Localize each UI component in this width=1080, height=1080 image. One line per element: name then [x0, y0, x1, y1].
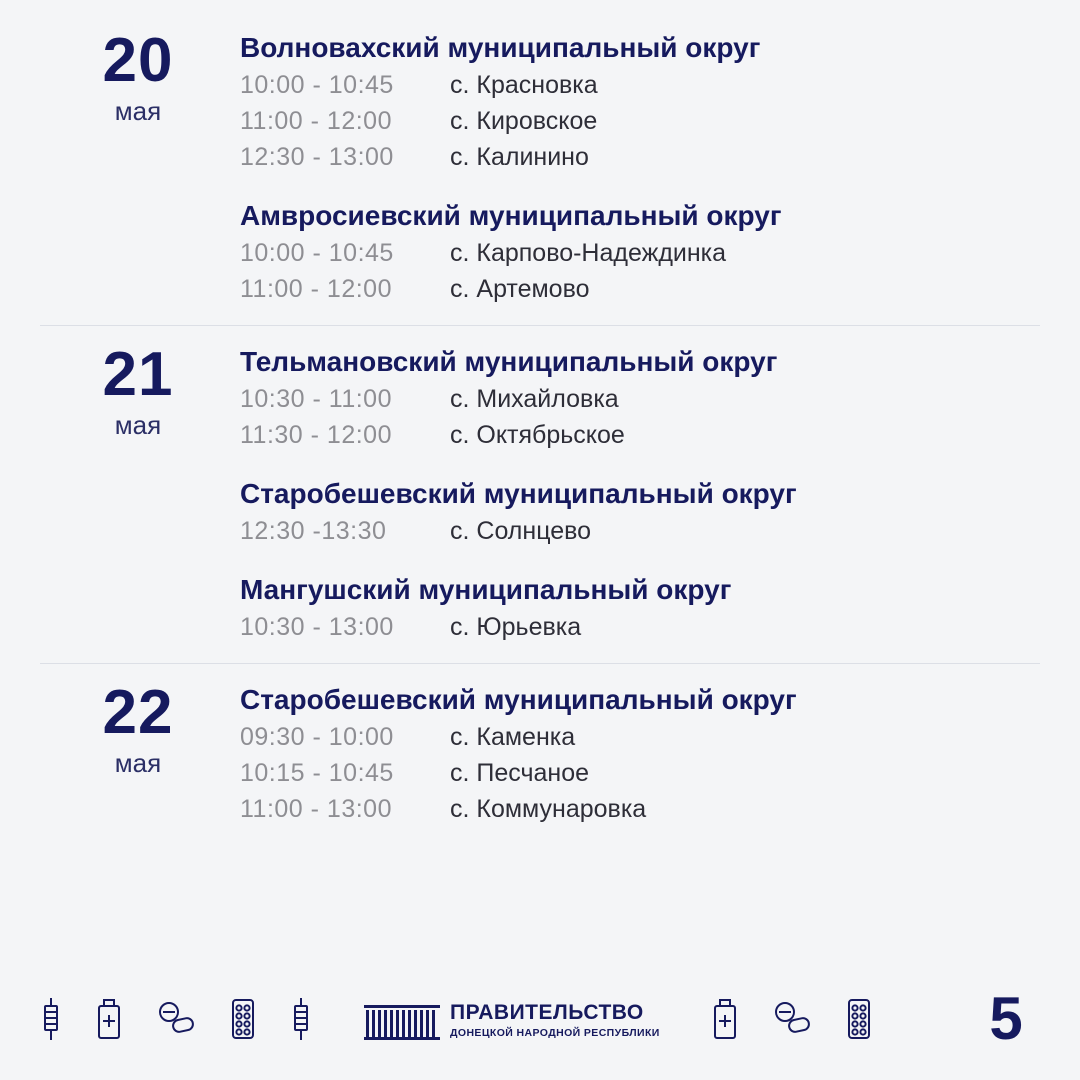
day-block: [40, 663, 1040, 845]
event-time: 11:00 - 12:00: [240, 275, 392, 303]
event-place: с. Октябрьское: [450, 421, 625, 449]
day-block: [40, 24, 1040, 325]
date-column: [40, 340, 236, 443]
syringe-icon: [40, 997, 62, 1046]
date-month: мая: [114, 409, 162, 440]
events-column: [236, 30, 1040, 311]
event-place: с. Калинино: [450, 143, 589, 171]
event-time: 11:00 - 12:00: [240, 107, 392, 135]
district-title: Тельмановский муниципальный округ: [240, 346, 778, 377]
pills-icon: [772, 999, 812, 1044]
date-column: [40, 26, 236, 129]
event-time: 10:30 - 13:00: [240, 613, 394, 641]
pill-blister-icon: [230, 997, 256, 1046]
pills-icon: [156, 999, 196, 1044]
event-row: [240, 239, 1040, 268]
event-row: [240, 275, 1040, 304]
event-place: с. Юрьевка: [450, 613, 582, 641]
event-row: [240, 107, 1040, 136]
event-row: [240, 71, 1040, 100]
event-row: [240, 613, 1040, 642]
events-column: [236, 682, 1040, 831]
district-title: Амвросиевский муниципальный округ: [240, 200, 782, 231]
event-time: 09:30 - 10:00: [240, 723, 394, 751]
event-row: [240, 421, 1040, 450]
page-footer: [0, 962, 1080, 1080]
event-time: 11:00 - 13:00: [240, 795, 392, 823]
building-icon: [364, 1001, 440, 1041]
date-month: мая: [114, 747, 162, 778]
event-place: с. Артемово: [450, 275, 590, 303]
page-number: 5: [989, 985, 1023, 1052]
event-time: 10:00 - 10:45: [240, 239, 394, 267]
event-place: с. Карпово-Надеждинка: [450, 239, 727, 267]
footer-icon-strip: [40, 997, 1040, 1046]
event-time: 10:30 - 11:00: [240, 385, 392, 413]
district-title: Волновахский муниципальный округ: [240, 32, 761, 63]
event-place: с. Кировское: [450, 107, 598, 135]
day-block: [40, 325, 1040, 663]
medicine-bottle-icon: [712, 997, 738, 1046]
event-time: 10:00 - 10:45: [240, 71, 394, 99]
event-row: [240, 517, 1040, 546]
syringe-icon: [290, 997, 312, 1046]
pill-blister-icon: [846, 997, 872, 1046]
medicine-bottle-icon: [96, 997, 122, 1046]
event-place: с. Каменка: [450, 723, 576, 751]
event-row: [240, 143, 1040, 172]
date-month: мая: [114, 95, 162, 126]
logo-subtitle: ДОНЕЦКОЙ НАРОДНОЙ РЕСПУБЛИКИ: [450, 1026, 660, 1039]
event-place: с. Песчаное: [450, 759, 590, 787]
page-number-badge: [932, 958, 1080, 1080]
event-row: [240, 723, 1040, 752]
date-number: 20: [102, 26, 174, 95]
event-row: [240, 795, 1040, 824]
date-number: 22: [102, 678, 174, 747]
event-place: с. Солнцево: [450, 517, 592, 545]
event-time: 11:30 - 12:00: [240, 421, 392, 449]
event-time: 10:15 - 10:45: [240, 759, 394, 787]
district-title: Старобешевский муниципальный округ: [240, 684, 797, 715]
event-time: 12:30 -13:30: [240, 517, 387, 545]
event-time: 12:30 - 13:00: [240, 143, 394, 171]
events-column: [236, 344, 1040, 649]
government-logo: [364, 1001, 660, 1041]
date-column: [40, 678, 236, 781]
event-place: с. Коммунаровка: [450, 795, 647, 823]
district-title: Мангушский муниципальный округ: [240, 574, 732, 605]
date-number: 21: [102, 340, 174, 409]
logo-title: ПРАВИТЕЛЬСТВО: [450, 1000, 644, 1024]
government-logo-text: [450, 1002, 660, 1041]
event-row: [240, 759, 1040, 788]
district-title: Старобешевский муниципальный округ: [240, 478, 797, 509]
event-row: [240, 385, 1040, 414]
event-place: с. Красновка: [450, 71, 598, 99]
event-place: с. Михайловка: [450, 385, 619, 413]
